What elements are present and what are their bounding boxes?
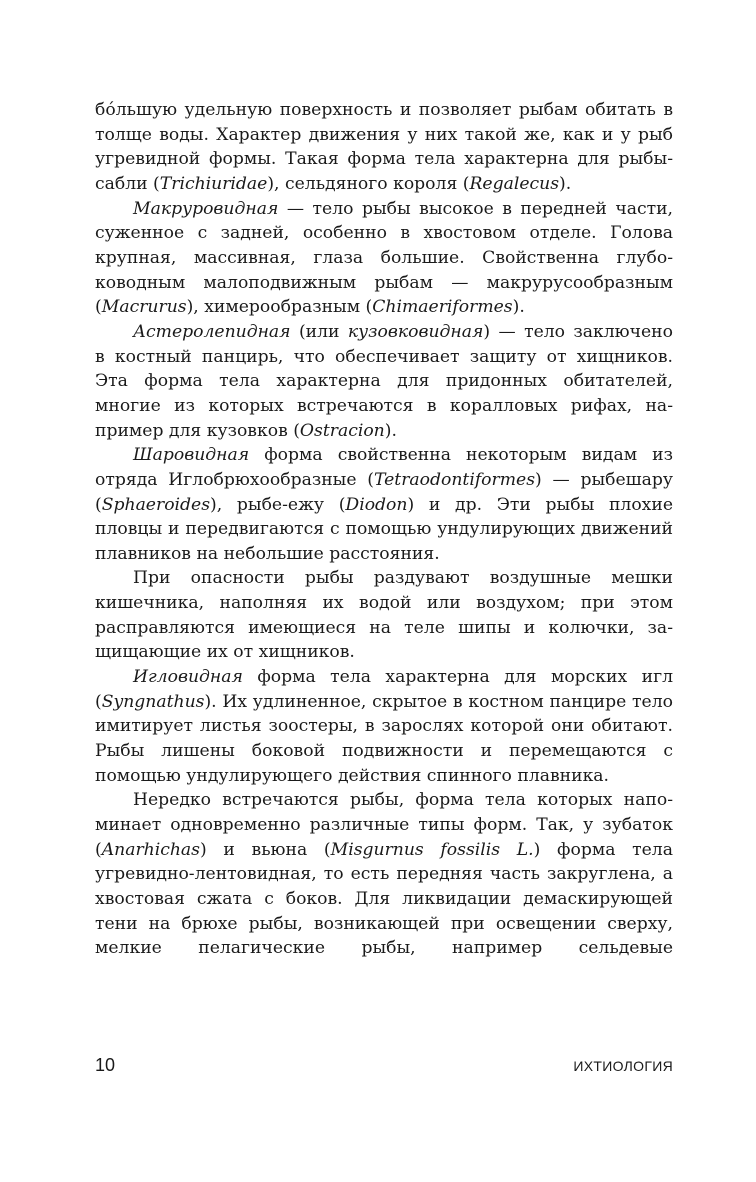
running-head: ИХТИОЛОГИЯ [573,1058,673,1074]
italic-term: Макруровидная [133,198,279,219]
italic-term: Anarhichas [101,839,200,860]
italic-term: Sphaeroides [101,494,211,515]
paragraph: При опасности рыбы раздувают воздушные мешки кишечника, наполняя их водой или воздухом; при этом расправляются имеющиеся на теле шипы и колючки, защищающие их от хищников. [95,568,673,663]
paragraph: Макруровидная — тело рыбы высокое в передней части, суженное с задней, особенно в хвостовом отделе. Голова крупная, массивная, глаза большие. Свойственна глубоководным малоподвижным рыбам — макрурусообразным (Macrurus), химерообразным (Chimaeriformes). [95,198,673,318]
italic-term: Diodon [345,494,408,515]
italic-term: Macrurus [101,297,187,318]
body-text [95,98,673,961]
italic-term: Астеролепидная [133,321,291,342]
italic-term: Шаровидная [133,445,250,466]
page-footer [95,1053,673,1077]
italic-term: Regalecus [469,173,560,194]
italic-term: Игловидная [133,667,243,688]
italic-term: Tetraodontiformes [373,469,536,490]
italic-term: Trichiuridae [159,173,268,194]
page-number: 10 [95,1055,116,1075]
italic-term: Syngnathus [101,691,205,712]
italic-term: кузовковидная [347,321,484,342]
italic-term: Chimaeriformes [372,297,513,318]
paragraph: Игловидная форма тела характерна для морских игл (Syngnathus). Их удлиненное, скрытое в костном панцире тело имитирует листья зоостеры, в зарослях которой они обитают. Рыбы лишены боковой подвижности и перемещаются с помощью ундулирующего действия спинного плавника. [95,667,673,786]
paragraph: Астеролепидная (или кузовковидная) — тело заключено в костный панцирь, что обеспечивает защиту от хищников. Эта форма тела характерна для придонных обитателей, многие из которых встречаются в коралловых рифах, например для кузовков (Ostracion). [95,321,673,441]
paragraph: бóльшую удельную поверхность и позволяет рыбам обитать в толще воды. Характер движения у них такой же, как и у рыб угревидной формы. Такая форма тела характерна для рыбы-сабли (Trichiuridae), сельдяного короля (Regalecus). [95,100,673,194]
italic-term: Ostracion [299,420,385,441]
paragraph: Нередко встречаются рыбы, форма тела которых напоминает одновременно различные типы форм. Так, у зубаток (Anarhichas) и вьюна (Misgurnus fossilis L.) форма тела угревидно-лентовидная, то есть передняя часть закруглена, а хвостовая сжата с боков. Для ликвидации демаскирующей тени на брюхе рыбы, возникающей при освещении сверху, мелкие пелагические рыбы, например сельдевые [95,790,673,959]
italic-term: Misgurnus fossilis L. [330,839,534,860]
paragraph: Шаровидная форма свойственна некоторым видам из отряда Иглобрюхообразные (Tetraodontiformes) — рыбешару (Sphaeroides), рыбе-ежу (Diodon) и др. Эти рыбы плохие пловцы и передвигаются с помощью ундулирующих движений плавников на небольшие расстояния. [95,445,673,564]
